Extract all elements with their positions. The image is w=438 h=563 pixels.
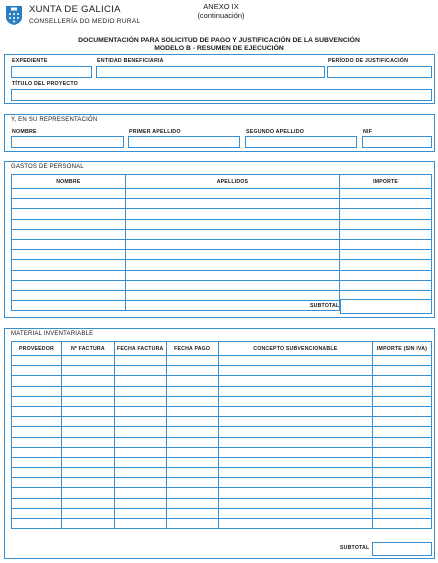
galicia-shield-icon (5, 5, 23, 26)
table-cell[interactable] (340, 280, 432, 290)
table-cell[interactable] (218, 427, 373, 437)
table-row (12, 189, 432, 199)
table-cell[interactable] (114, 406, 166, 416)
table-cell[interactable] (373, 376, 432, 386)
table-cell[interactable] (125, 219, 339, 229)
entidad-label: ENTIDAD BENEFICIARIA (97, 58, 164, 64)
table-cell[interactable] (61, 427, 114, 437)
material-column-header: FECHA FACTURA (114, 342, 166, 356)
personal-column-header: APELLIDOS (125, 175, 339, 189)
personal-column-header: IMPORTE (340, 175, 432, 189)
primer-apellido-label: PRIMER APELLIDO (129, 129, 181, 135)
table-cell[interactable] (61, 386, 114, 396)
periodo-label: PERÍODO DE JUSTIFICACIÓN (328, 58, 409, 64)
table-cell[interactable] (61, 366, 114, 376)
table-cell[interactable] (166, 488, 218, 498)
table-row (12, 356, 432, 366)
personal-subtotal-field[interactable] (340, 299, 432, 314)
table-cell[interactable] (114, 457, 166, 467)
table-cell[interactable] (166, 478, 218, 488)
personal-table (11, 174, 432, 311)
table-cell[interactable] (340, 260, 432, 270)
table-row (12, 427, 432, 437)
table-cell[interactable] (373, 396, 432, 406)
table-cell[interactable] (12, 366, 62, 376)
table-cell[interactable] (166, 427, 218, 437)
table-row (12, 498, 432, 508)
table-row (12, 519, 432, 529)
table-cell[interactable] (114, 427, 166, 437)
table-cell[interactable] (12, 270, 126, 280)
table-cell[interactable] (166, 457, 218, 467)
table-cell[interactable] (166, 468, 218, 478)
table-row (12, 468, 432, 478)
table-cell[interactable] (166, 498, 218, 508)
table-cell[interactable] (12, 219, 126, 229)
table-cell[interactable] (340, 229, 432, 239)
table-cell[interactable] (61, 447, 114, 457)
table-cell[interactable] (114, 488, 166, 498)
table-cell[interactable] (373, 417, 432, 427)
table-cell[interactable] (12, 406, 62, 416)
nombre-field[interactable] (11, 136, 124, 148)
table-cell[interactable] (12, 498, 62, 508)
table-row (12, 396, 432, 406)
table-cell[interactable] (12, 250, 126, 260)
table-cell[interactable] (125, 229, 339, 239)
table-cell[interactable] (218, 508, 373, 518)
titulo-field[interactable] (11, 89, 432, 101)
org-name: XUNTA DE GALICIA (29, 4, 121, 15)
table-cell[interactable] (166, 376, 218, 386)
table-cell[interactable] (12, 209, 126, 219)
material-section (4, 328, 435, 559)
nif-field[interactable] (362, 136, 432, 148)
expediente-field[interactable] (11, 66, 92, 78)
table-cell[interactable] (340, 189, 432, 199)
table-cell[interactable] (166, 437, 218, 447)
material-column-header: IMPORTE (SIN IVA) (373, 342, 432, 356)
table-cell[interactable] (114, 356, 166, 366)
table-row (12, 239, 432, 249)
table-cell[interactable] (218, 519, 373, 529)
table-cell[interactable] (218, 457, 373, 467)
table-cell[interactable] (373, 468, 432, 478)
titulo-label: TÍTULO DEL PROYECTO (12, 81, 78, 87)
table-cell[interactable] (12, 478, 62, 488)
table-cell[interactable] (12, 280, 126, 290)
table-cell[interactable] (61, 437, 114, 447)
table-cell[interactable] (12, 376, 62, 386)
entidad-field[interactable] (96, 66, 325, 78)
table-row (12, 366, 432, 376)
table-cell[interactable] (373, 498, 432, 508)
table-cell[interactable] (166, 356, 218, 366)
table-row (12, 250, 432, 260)
material-column-header: CONCEPTO SUBVENCIONABLE (218, 342, 373, 356)
project-section (4, 54, 435, 104)
table-cell[interactable] (114, 376, 166, 386)
table-cell[interactable] (12, 260, 126, 270)
table-cell[interactable] (114, 447, 166, 457)
table-cell[interactable] (61, 376, 114, 386)
table-cell[interactable] (125, 239, 339, 249)
table-row (12, 280, 432, 290)
table-cell[interactable] (114, 498, 166, 508)
material-subtotal-field[interactable] (372, 542, 432, 556)
table-cell[interactable] (12, 189, 126, 199)
table-cell[interactable] (218, 356, 373, 366)
table-cell[interactable] (340, 250, 432, 260)
table-cell[interactable] (12, 468, 62, 478)
table-cell[interactable] (114, 478, 166, 488)
periodo-field[interactable] (327, 66, 432, 78)
expediente-label: EXPEDIENTE (12, 58, 48, 64)
table-cell[interactable] (125, 280, 339, 290)
table-cell[interactable] (125, 260, 339, 270)
material-column-header: PROVEEDOR (12, 342, 62, 356)
table-cell[interactable] (218, 488, 373, 498)
table-cell[interactable] (12, 199, 126, 209)
table-cell[interactable] (166, 417, 218, 427)
material-column-header: FECHA PAGO (166, 342, 218, 356)
nif-label: NIF (363, 129, 373, 135)
table-cell[interactable] (61, 488, 114, 498)
department-name: CONSELLERÍA DO MEDIO RURAL (29, 18, 141, 25)
table-cell[interactable] (61, 356, 114, 366)
table-cell[interactable] (61, 498, 114, 508)
table-cell[interactable] (218, 366, 373, 376)
table-row (12, 457, 432, 467)
table-cell[interactable] (114, 386, 166, 396)
table-cell[interactable] (12, 457, 62, 467)
table-cell[interactable] (373, 508, 432, 518)
table-cell[interactable] (373, 478, 432, 488)
table-cell[interactable] (166, 447, 218, 457)
annex-sublabel: (continuación) (197, 11, 245, 20)
table-cell[interactable] (12, 301, 126, 311)
material-column-header: Nº FACTURA (61, 342, 114, 356)
table-cell[interactable] (166, 406, 218, 416)
table-cell[interactable] (61, 396, 114, 406)
table-cell[interactable] (114, 437, 166, 447)
representative-title: Y, EN SU REPRESENTACIÓN (11, 117, 98, 123)
table-cell[interactable] (61, 457, 114, 467)
table-cell[interactable] (218, 478, 373, 488)
table-cell[interactable] (340, 219, 432, 229)
material-subtotal-label: SUBTOTAL (340, 545, 370, 551)
table-row (12, 417, 432, 427)
table-row (12, 260, 432, 270)
nombre-label: NOMBRE (12, 129, 37, 135)
table-cell[interactable] (218, 437, 373, 447)
table-cell[interactable] (12, 229, 126, 239)
table-cell[interactable] (373, 447, 432, 457)
table-row (12, 488, 432, 498)
table-row (12, 270, 432, 280)
table-cell[interactable] (12, 437, 62, 447)
table-cell[interactable] (340, 199, 432, 209)
material-table (11, 341, 432, 529)
table-cell[interactable] (373, 488, 432, 498)
table-row (12, 406, 432, 416)
table-cell[interactable] (166, 508, 218, 518)
table-cell[interactable] (114, 519, 166, 529)
table-cell[interactable] (12, 356, 62, 366)
table-row (12, 386, 432, 396)
table-cell[interactable] (218, 498, 373, 508)
personal-column-header: NOMBRE (12, 175, 126, 189)
table-cell[interactable] (340, 270, 432, 280)
table-cell[interactable] (125, 189, 339, 199)
table-row (12, 478, 432, 488)
table-cell[interactable] (125, 290, 339, 300)
table-cell[interactable] (114, 396, 166, 406)
table-cell[interactable] (12, 386, 62, 396)
table-cell[interactable] (125, 270, 339, 280)
table-cell[interactable] (218, 468, 373, 478)
table-cell[interactable] (12, 519, 62, 529)
primer-apellido-field[interactable] (128, 136, 240, 148)
table-cell[interactable] (373, 427, 432, 437)
table-cell[interactable] (373, 437, 432, 447)
table-cell[interactable] (12, 427, 62, 437)
table-cell[interactable] (12, 447, 62, 457)
table-cell[interactable] (125, 250, 339, 260)
table-cell[interactable] (373, 366, 432, 376)
table-cell[interactable] (12, 396, 62, 406)
table-cell[interactable] (61, 406, 114, 416)
table-cell[interactable] (61, 508, 114, 518)
table-cell[interactable] (114, 508, 166, 518)
table-row (12, 508, 432, 518)
table-cell[interactable] (61, 417, 114, 427)
table-cell[interactable] (218, 396, 373, 406)
table-cell[interactable] (166, 386, 218, 396)
table-row (12, 437, 432, 447)
table-cell[interactable] (114, 468, 166, 478)
table-cell[interactable] (12, 290, 126, 300)
segundo-apellido-field[interactable] (245, 136, 357, 148)
table-cell[interactable] (373, 519, 432, 529)
table-cell[interactable] (218, 417, 373, 427)
table-cell[interactable] (166, 366, 218, 376)
material-title: MATERIAL INVENTARIABLE (11, 331, 94, 337)
table-cell[interactable] (12, 488, 62, 498)
segundo-apellido-label: SEGUNDO APELLIDO (246, 129, 305, 135)
table-cell[interactable] (373, 356, 432, 366)
table-cell[interactable] (166, 519, 218, 529)
table-row (12, 229, 432, 239)
table-cell[interactable] (218, 386, 373, 396)
table-cell[interactable] (114, 366, 166, 376)
annex-label: ANEXO IX (203, 2, 239, 11)
table-cell[interactable] (125, 199, 339, 209)
table-cell[interactable] (125, 301, 339, 311)
table-cell[interactable] (373, 386, 432, 396)
personal-title: GASTOS DE PERSONAL (11, 164, 84, 170)
table-cell[interactable] (218, 376, 373, 386)
table-cell[interactable] (125, 209, 339, 219)
table-cell[interactable] (340, 209, 432, 219)
table-cell[interactable] (218, 447, 373, 457)
personal-subtotal-label: SUBTOTAL (310, 303, 340, 309)
table-row (12, 209, 432, 219)
table-cell[interactable] (61, 468, 114, 478)
table-cell[interactable] (166, 396, 218, 406)
table-row (12, 447, 432, 457)
table-cell[interactable] (61, 478, 114, 488)
table-cell[interactable] (373, 406, 432, 416)
table-cell[interactable] (12, 239, 126, 249)
table-row (12, 376, 432, 386)
document-title: DOCUMENTACIÓN PARA SOLICITUD DE PAGO Y JUSTIFICACIÓN DE LA SUBVENCIÓN (78, 37, 360, 44)
table-row (12, 219, 432, 229)
table-cell[interactable] (12, 417, 62, 427)
table-cell[interactable] (373, 457, 432, 467)
table-cell[interactable] (340, 239, 432, 249)
table-row (12, 199, 432, 209)
table-cell[interactable] (218, 406, 373, 416)
table-cell[interactable] (12, 508, 62, 518)
document-subtitle: MODELO B - RESUMEN DE EJECUCIÓN (154, 45, 284, 52)
table-cell[interactable] (61, 519, 114, 529)
personal-section (4, 161, 435, 318)
table-cell[interactable] (114, 417, 166, 427)
representative-section (4, 114, 435, 152)
